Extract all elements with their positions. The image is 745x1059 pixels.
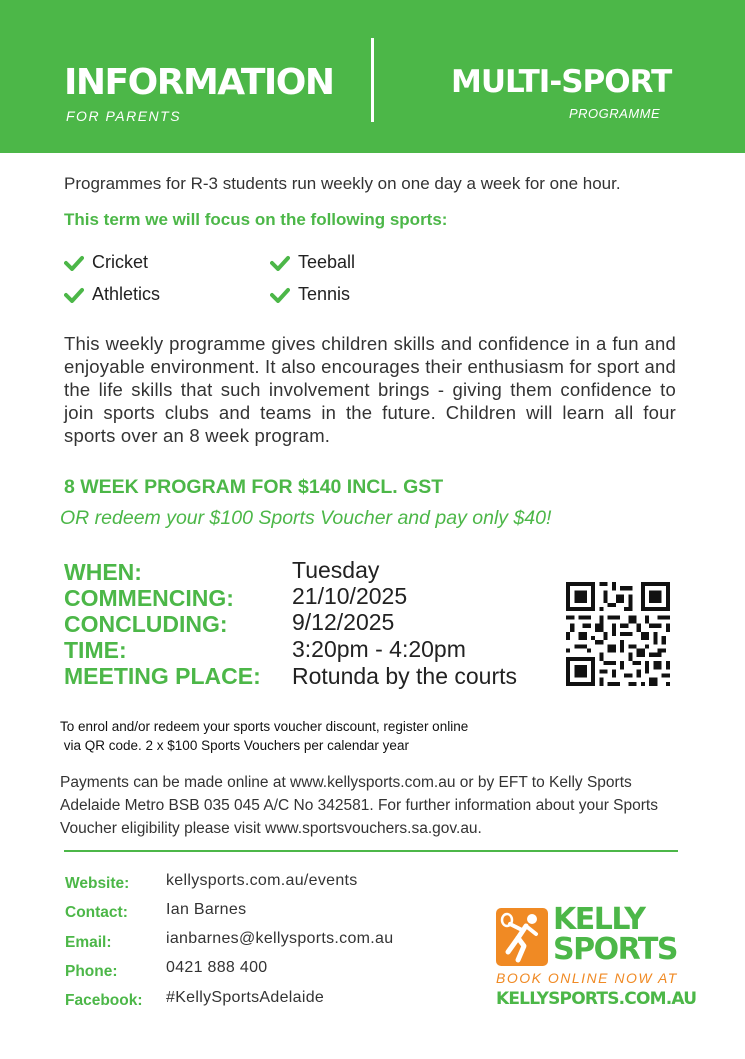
sport-item-athletics [64,284,160,305]
meeting-place-label: MEETING PLACE: [64,663,261,689]
concluding-label: CONCLUDING: [64,611,228,637]
sport-item-cricket [64,252,148,273]
meeting-place-value: Rotunda by the courts [292,663,518,689]
sport-item-tennis [270,284,350,305]
logo-text-kelly: KELLY [553,902,645,937]
check-icon [270,255,290,271]
payment-info: Payments can be made online at www.kellysports.com.au or by EFT to Kelly Sports Adelaide Metro BSB 035 045 A/C No 342581. For further information about your Sports Voucher eligibility please visit www.sportsvouchers.sa.gov.au. [60,774,658,837]
when-value: Tuesday [292,557,380,583]
header-banner [0,0,745,153]
header-divider [371,38,374,122]
commencing-value: 21/10/2025 [292,583,408,609]
logo-text-sports: SPORTS [553,932,677,967]
header-title-information: INFORMATION [64,62,334,103]
time-value: 3:20pm - 4:20pm [292,636,466,662]
sport-label: Tennis [298,284,351,304]
sport-item-teeball [270,252,355,273]
contact-label: Contact: [65,904,128,921]
facebook-label: Facebook: [65,992,143,1009]
enrol-instructions [60,717,468,755]
voucher-line: OR redeem your $100 Sports Voucher and pay only $40! [60,507,552,529]
programme-description: This weekly programme gives children skills and confidence in a fun and enjoyable environment. It also encourages their enthusiasm for sport and the life skills that such involvement brings - giving them confidence to join sports clubs and teams in the future. Children will learn all four sports over an 8 week program. [64,333,676,446]
phone-number: 0421 888 400 [166,959,268,976]
divider-line [64,850,678,852]
header-title-multi-sport: MULTI-SPORT [451,64,672,100]
when-label: WHEN: [64,559,142,585]
facebook-handle[interactable]: #KellySportsAdelaide [166,989,325,1006]
concluding-value: 9/12/2025 [292,609,395,635]
email-label: Email: [65,934,112,951]
header-subtitle-for-parents: FOR PARENTS [66,108,182,124]
kelly-sports-logo-icon [496,908,548,966]
intro-text: Programmes for R-3 students run weekly on one day a week for one hour. [64,174,621,193]
kellysports-site-link[interactable]: KELLYSPORTS.COM.AU [496,989,697,1009]
sport-label: Teeball [298,252,356,272]
website-label: Website: [65,875,130,892]
sport-label: Athletics [92,284,161,304]
time-label: TIME: [64,637,127,663]
phone-label: Phone: [65,963,118,980]
check-icon [64,287,84,303]
qr-code[interactable] [566,582,670,686]
email-link[interactable]: ianbarnes@kellysports.com.au [166,930,394,947]
focus-heading: This term we will focus on the following sports: [64,210,448,229]
check-icon [64,255,84,271]
enrol-line-2: via QR code. 2 x $100 Sports Vouchers per calendar year [60,738,409,753]
enrol-line-1: To enrol and/or redeem your sports voucher discount, register online [60,719,469,734]
price-line: 8 WEEK PROGRAM FOR $140 INCL. GST [64,476,444,498]
website-link[interactable]: kellysports.com.au/events [166,872,358,889]
commencing-label: COMMENCING: [64,585,234,611]
check-icon [270,287,290,303]
book-online-tagline: BOOK ONLINE NOW AT [496,970,678,986]
header-subtitle-programme: PROGRAMME [569,106,661,121]
sport-label: Cricket [92,252,149,272]
contact-name: Ian Barnes [166,901,247,918]
